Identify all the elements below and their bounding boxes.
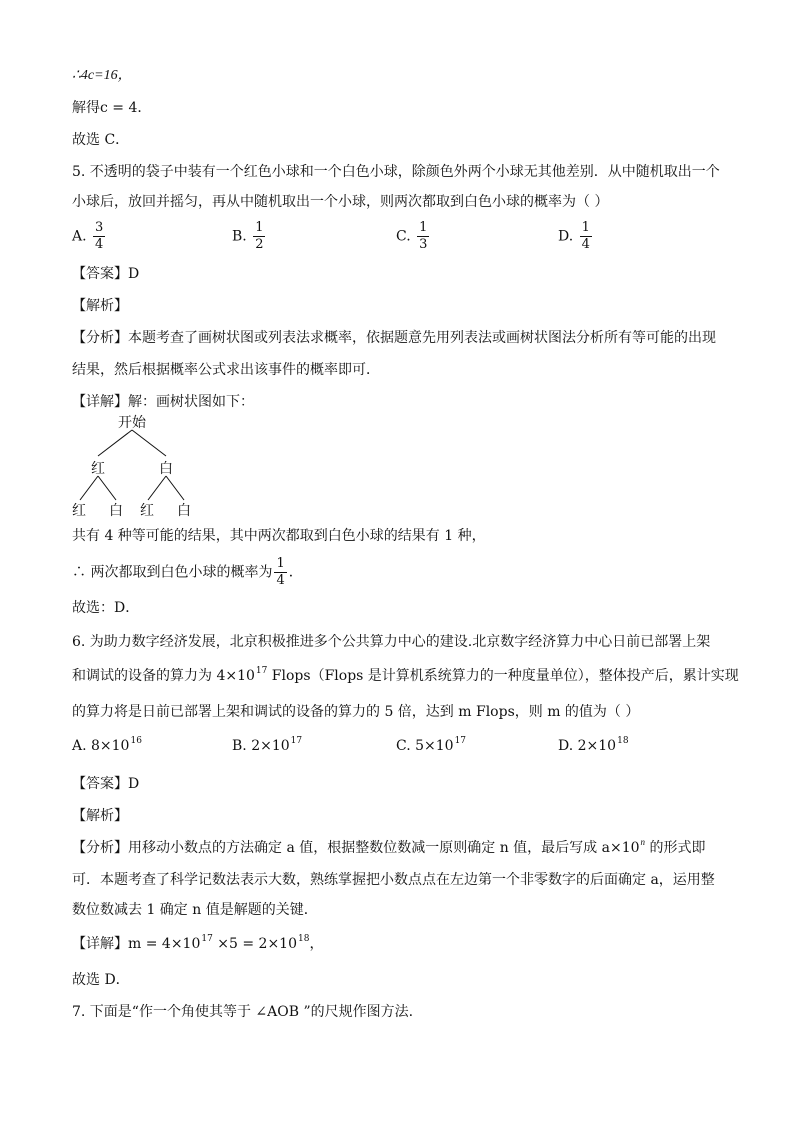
option-base: 2×10 [251, 738, 290, 754]
numerator: 3 [95, 220, 104, 235]
denominator: 3 [419, 237, 428, 252]
detail-text: 【详解】m = 4×10 [72, 936, 201, 952]
option-label: A. [72, 228, 87, 245]
tree-edge [80, 476, 98, 500]
tree-level2-node: 红 [72, 503, 86, 519]
q6-analysis-1 [72, 838, 705, 859]
q7-stem: 7. 下面是“作一个角使其等于 ∠AOB ”的尺规作图方法. [72, 1004, 414, 1020]
tree-root: 开始 [118, 415, 146, 431]
q5-option-b [232, 220, 267, 253]
numerator: 1 [276, 556, 285, 571]
exponent: 18 [297, 934, 310, 944]
q5-result-2 [72, 556, 303, 589]
option-label: D. [558, 738, 574, 754]
denominator: 4 [581, 237, 590, 252]
fraction [417, 220, 429, 253]
tree-level2-node: 白 [177, 503, 191, 519]
fraction [580, 220, 592, 253]
analysis-text: 的形式即 [645, 840, 706, 856]
fraction [274, 556, 286, 589]
intro-line-2: 解得c = 4． [72, 100, 152, 116]
q6-answer: 【答案】D [72, 776, 140, 792]
q6-option-b [232, 738, 302, 754]
exponent: 17 [255, 666, 268, 676]
tree-edge [166, 476, 184, 500]
option-label: D. [558, 228, 574, 245]
tree-edge [132, 430, 166, 456]
exponent: 17 [290, 736, 303, 746]
q6-option-d [558, 738, 629, 754]
intro-line-3: 故选 C． [72, 132, 130, 148]
stem-text: 和调试的设备的算力为 4×10 [72, 668, 255, 684]
option-label: C. [396, 738, 411, 754]
tree-level1-node: 红 [91, 461, 105, 477]
q6-detail [72, 934, 323, 956]
q5-option-d [558, 220, 594, 253]
denominator: 2 [255, 237, 264, 252]
q5-analysis-1: 【分析】本题考查了画树状图或列表法求概率，依据题意先用列表法或画树状图法分析所有等可能的出现 [72, 330, 716, 346]
probability-tree-diagram [70, 410, 200, 520]
option-label: C. [396, 228, 411, 245]
option-base: 8×10 [91, 738, 130, 754]
q6-stem-2 [72, 666, 739, 688]
tree-edge [98, 430, 132, 456]
result-text: ∴ 两次都取到白色小球的概率为 [72, 564, 273, 581]
q5-stem-1: 5. 不透明的袋子中装有一个红色小球和一个白色小球，除颜色外两个小球无其他差别．从中随机取出一个 [72, 164, 720, 180]
exponent: 18 [617, 736, 629, 746]
q5-option-a [72, 220, 107, 253]
tree-level2-node: 红 [140, 503, 154, 519]
q6-stem-3: 的算力将是日前已部署上架和调试的设备的算力的 5 倍，达到 m Flops，则 m 的值为（ ） [72, 704, 640, 720]
tree-edge [148, 476, 166, 500]
q6-analysis-head: 【解析】 [72, 808, 128, 824]
exponent: n [640, 837, 646, 847]
q6-analysis-3: 数位数减去 1 确定 n 值是解题的关键． [72, 902, 318, 918]
numerator: 1 [255, 220, 264, 235]
option-label: B. [232, 228, 247, 245]
exponent: 17 [454, 736, 467, 746]
option-label: A. [72, 738, 87, 754]
q5-analysis-2: 结果，然后根据概率公式求出该事件的概率即可． [72, 362, 380, 378]
detail-text: ， [309, 936, 324, 952]
denominator: 4 [95, 237, 104, 252]
numerator: 1 [419, 220, 428, 235]
q5-detail: 【详解】解：画树状图如下： [72, 394, 254, 410]
result-punct: ． [288, 564, 303, 581]
q5-option-c [396, 220, 431, 253]
denominator: 4 [276, 573, 285, 588]
q5-answer: 【答案】D [72, 266, 140, 282]
q6-option-c [396, 738, 466, 754]
option-label: B. [232, 738, 247, 754]
intro-line-1: ∴4c=16， [72, 68, 132, 83]
numerator: 1 [581, 220, 590, 235]
option-base: 5×10 [415, 738, 454, 754]
stem-text: Flops（Flops 是计算机系统算力的一种度量单位），整体投产后，累计实现 [267, 668, 739, 684]
q6-stem-1: 6. 为助力数字经济发展，北京积极推进多个公共算力中心的建设.北京数字经济算力中心日前已部署上架 [72, 634, 711, 650]
fraction [93, 220, 105, 253]
fraction [253, 220, 265, 253]
q6-option-a [72, 738, 142, 754]
exponent: 16 [130, 736, 142, 746]
tree-level2-node: 白 [109, 503, 123, 519]
q6-analysis-2: 可．本题考查了科学记数法表示大数，熟练掌握把小数点点在左边第一个非零数字的后面确定 a，运用整 [72, 872, 715, 888]
q5-analysis-head: 【解析】 [72, 298, 128, 314]
analysis-text: 【分析】用移动小数点的方法确定 a 值，根据整数位数减一原则确定 n 值，最后写成 a×10 [72, 840, 640, 856]
q5-result-1: 共有 4 种等可能的结果，其中两次都取到白色小球的结果有 1 种， [72, 528, 486, 544]
detail-text: ×5 = 2×10 [212, 936, 297, 952]
q5-stem-2: 小球后，放回并摇匀，再从中随机取出一个小球，则两次都取到白色小球的概率为（ ） [72, 194, 609, 210]
tree-edge [98, 476, 116, 500]
exponent: 17 [201, 934, 213, 944]
q6-choose: 故选 D． [72, 972, 130, 988]
q5-choose: 故选：D． [72, 600, 140, 616]
option-base: 2×10 [577, 738, 617, 754]
tree-level1-node: 白 [159, 461, 173, 477]
